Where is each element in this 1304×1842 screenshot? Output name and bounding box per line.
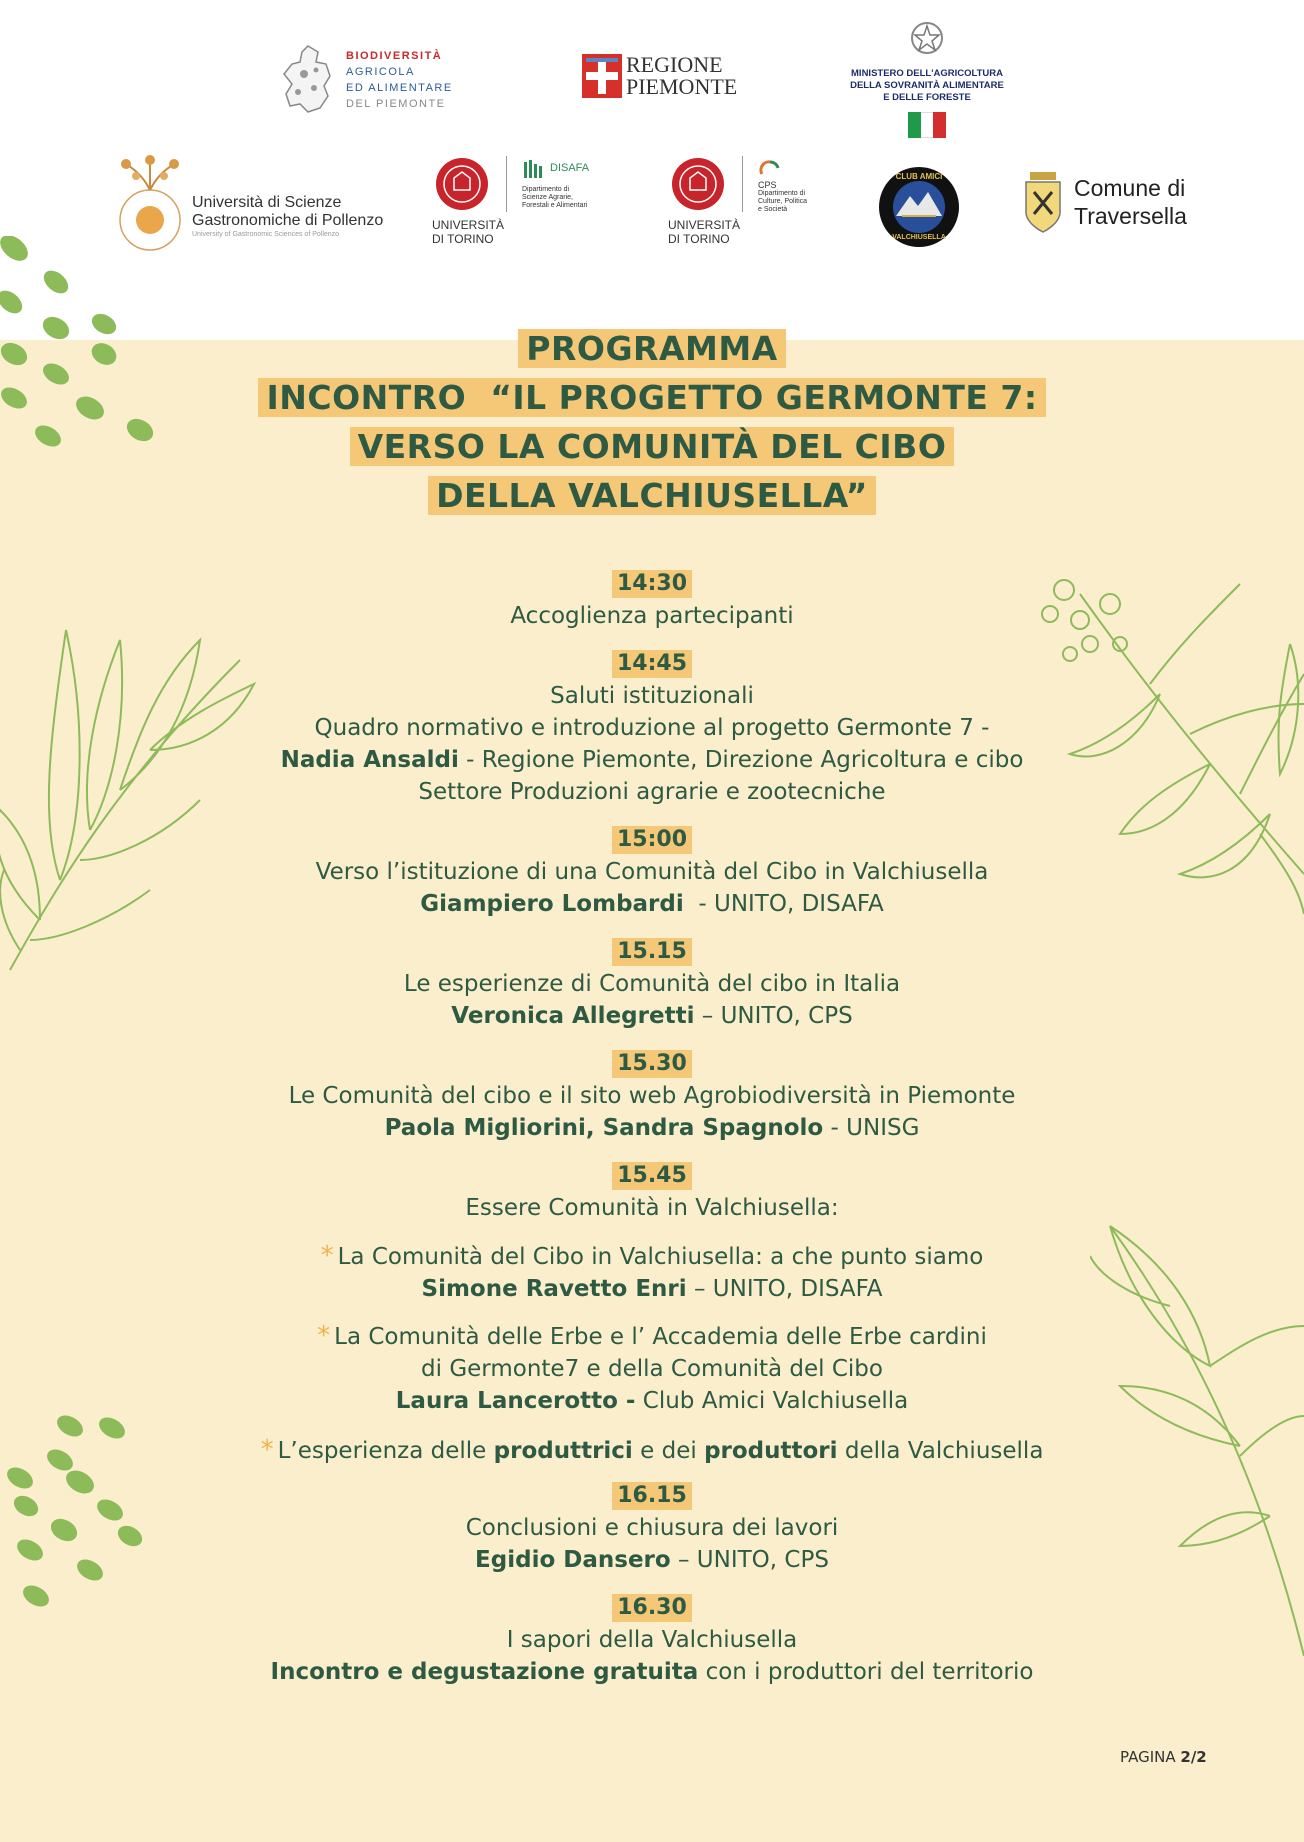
bio-line-4: DEL PIEMONTE [346,98,446,110]
program-item-6 [0,1162,1304,1224]
program-text: Verso l’istituzione di una Comunità del Cibo in Valchiusella [315,859,989,885]
bio-line-3: ED ALIMENTARE [346,82,453,94]
cps-full-2: Culture, Politica [758,198,808,205]
program-text: Quadro normativo e introduzione al progetto Germonte 7 - [314,715,990,741]
unito2-line-2: DI TORINO [668,232,730,246]
speaker-affiliation: con i produttori del territorio [698,1659,1034,1685]
comune-line-1: Comune di [1074,175,1186,201]
unito-seal-icon [668,156,728,212]
program-text: Le Comunità del cibo e il sito web Agrobiodiversità in Piemonte [288,1083,1016,1109]
program-item-3 [0,826,1304,920]
comune-crest-icon [1020,170,1066,236]
piemonte-map-icon [278,42,338,118]
subitem-text: di Germonte7 e della Comunità del Cibo [421,1356,883,1382]
cps-full-3: e Società [758,206,788,213]
biodiversita-logo [278,42,478,118]
disafa-block [522,158,590,210]
unito1-line-2: DI TORINO [432,232,494,246]
speaker-name: Incontro e degustazione gratuita [270,1659,699,1685]
program-item-7 [0,1482,1304,1576]
speaker-name: Veronica Allegretti [451,1003,695,1029]
page-value: 2/2 [1180,1748,1207,1766]
club-amici-logo [878,166,960,248]
speaker-affiliation: – UNITO, CPS [670,1547,829,1573]
program-text: Settore Produzioni agrarie e zootecniche [418,779,886,805]
speaker-name: Egidio Dansero [475,1547,671,1573]
program-time: 15.45 [612,1162,692,1190]
subitem-text: della Valchiusella [837,1438,1044,1464]
asterisk-icon: * [320,1241,334,1271]
subitem-3 [0,1434,1304,1467]
club-line-2: VALCHIUSELLA [892,234,946,241]
page-number [1120,1748,1207,1766]
unito2-line-1: UNIVERSITÀ [668,218,741,232]
unito-disafa-logo [432,156,602,252]
program-time: 15.30 [612,1050,692,1078]
unito-cps-logo [668,156,838,252]
unito1-line-1: UNIVERSITÀ [432,218,505,232]
comune-traversella-logo [1020,170,1200,236]
speaker-affiliation: Club Amici Valchiusella [635,1388,909,1414]
disafa-label: DISAFA [550,162,590,174]
title-line-3: VERSO LA COMUNITÀ DEL CIBO [350,427,955,466]
regione-line-2: PIEMONTE [626,74,738,99]
ministero-line-1: MINISTERO DELL'AGRICOLTURA [851,68,1003,79]
emblem-italy-icon [909,20,945,56]
title-line-1: PROGRAMMA [518,329,785,368]
subitem-2 [0,1320,1304,1417]
program-text: Saluti istituzionali [550,683,754,709]
subitem-bold-text: produttrici [493,1438,633,1464]
bio-line-2: AGRICOLA [346,66,415,78]
program-item-2 [0,650,1304,808]
program-item-8 [0,1594,1304,1688]
program-time: 16.15 [612,1482,692,1510]
subitem-text: La Comunità del Cibo in Valchiusella: a che punto siamo [337,1244,984,1270]
program-text: Le esperienze di Comunità del cibo in Italia [403,971,901,997]
subitem-text: L’esperienza delle [277,1438,494,1464]
disafa-full-1: Dipartimento di [522,186,570,193]
unisg-line-1: Università di Scienze [192,194,342,211]
program-text: I sapori della Valchiusella [506,1627,798,1653]
page-title [0,324,1304,520]
regione-piemonte-logo [582,52,738,100]
title-line-2: INCONTRO “IL PROGETTO GERMONTE 7: [258,378,1045,417]
ministero-line-2: DELLA SOVRANITÀ ALIMENTARE [850,80,1004,91]
speaker-name: Paola Migliorini, Sandra Spagnolo [384,1115,824,1141]
program-item-4 [0,938,1304,1032]
bio-line-1: BIODIVERSITÀ [346,50,443,62]
cps-full-1: Dipartimento di [758,190,806,197]
speaker-name: Giampiero Lombardi [420,891,684,917]
cps-icon [758,158,780,176]
program-time: 16.30 [612,1594,692,1622]
speaker-name: Laura Lancerotto - [395,1388,636,1414]
ministero-logo [832,20,1022,132]
program-time: 14:45 [612,650,692,678]
ministero-line-3: E DELLE FORESTE [883,92,971,103]
unisg-line-3: University of Gastronomic Sciences of Pollenzo [192,231,340,238]
disafa-full-2: Scienze Agrarie, [522,194,573,201]
subitem-bold-text: produttori [704,1438,838,1464]
regione-shield-icon [582,54,622,98]
disafa-full-3: Forestali e Alimentari [522,202,588,209]
program-text: Essere Comunità in Valchiusella: [465,1195,839,1221]
speaker-affiliation: – UNITO, DISAFA [686,1276,883,1302]
program-item-1 [0,570,1304,632]
title-line-4: DELLA VALCHIUSELLA” [428,476,876,515]
speaker-affiliation: - Regione Piemonte, Direzione Agricoltura e cibo [458,747,1024,773]
unito-seal-icon [432,156,492,212]
program-text: Conclusioni e chiusura dei lavori [465,1515,839,1541]
program-time: 14:30 [612,570,692,598]
cps-block [758,158,807,214]
page-label: PAGINA [1120,1748,1181,1766]
program-time: 15.15 [612,938,692,966]
italian-flag-icon [908,112,946,138]
subitem-1 [0,1240,1304,1305]
subitem-text: e dei [632,1438,705,1464]
speaker-affiliation: - UNISG [823,1115,920,1141]
speaker-affiliation: - UNITO, DISAFA [683,891,884,917]
asterisk-icon: * [260,1435,274,1465]
comune-line-2: Traversella [1074,203,1187,229]
program-time: 15:00 [612,826,692,854]
speaker-name: Simone Ravetto Enri [421,1276,687,1302]
program-item-5 [0,1050,1304,1144]
unisg-line-2: Gastronomiche di Pollenzo [192,212,384,229]
subitem-text: La Comunità delle Erbe e l’ Accademia delle Erbe cardini [334,1324,987,1350]
club-line-1: CLUB AMICI [895,172,943,181]
speaker-affiliation: – UNITO, CPS [694,1003,853,1029]
program-text: Accoglienza partecipanti [510,603,794,629]
asterisk-icon: * [317,1321,331,1351]
cps-label: CPS [758,180,777,190]
disafa-leaf-icon [522,158,546,182]
speaker-name: Nadia Ansaldi [280,747,459,773]
regione-line-1: REGIONE [626,52,723,77]
